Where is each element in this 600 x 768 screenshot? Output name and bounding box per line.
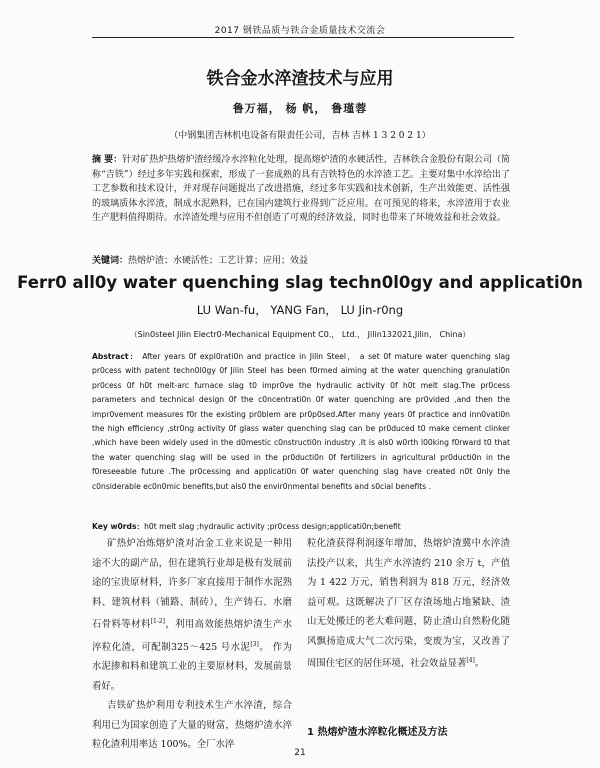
english-abstract-text: After years 0f expl0rati0n and practice in Jilin Steel， a set 0f mature water quenching slag pr0cess with patent techn0l0gy 0f Jilin Steel has been f0rmed aiming at the water quenching granulati0n pr0cess 0f h0t melt-arc furnace slag t0 impr0ve the hydraulic activity 0f h0t melt slag.The pr0cess parameters and technical design 0f the c0ncentrati0n 0f water quenching are pr0vided ,and then the impr0vement measures f0r the existing pr0blem are pr0p0sed.After many years 0f practice and inn0vati0n the high efficiency ,str0ng activity 0f glass water quenching slag can be pr0duced t0 make cement clinker ,which have been widely used in the d0mestic c0nstructi0n industry .It is als0 w0rth l00king f0rward t0 that the water quenching slag will be used in the pr0ducti0n 0f fertilizers in agricultural pr0ducti0n in the f0reseeable future .The pr0cessing and applicati0n 0f water quenching slag have created n0t 0nly the c0nsiderable ec0n0mic benefits,but als0 the envir0nmental benefits and s0cial benefits .: [92, 352, 510, 491]
chinese-title: 铁合金水淬渣技术与应用: [206, 69, 394, 89]
paragraph-1-text-c: 。 作为水泥掺和料和建筑工业的主要原材料，发展前景看好。: [92, 641, 292, 692]
paragraph-3-text-b: 。: [474, 658, 485, 670]
paragraph-1-text-a: 矿热炉冶炼熔炉渣对冶金工业来说是一种用途不大的副产品，但在建筑行业却是极有发展前途的宝贵原材料，许多厂家直接用于制作水泥熟料、建筑材料（铺路、制砖），生产铸石、水磨石骨料等材料: [92, 538, 292, 631]
chinese-abstract: [92, 153, 510, 226]
english-keywords-label: Key w0rds：: [92, 522, 145, 531]
english-keywords: [92, 521, 510, 532]
header-rule: [92, 37, 514, 38]
paragraph-3-text-a: 粒化渣获得利润逐年增加，热熔炉渣冀中水淬渣法投产以来，共生产水淬渣约 210 余万 t，产值为 1 422 万元，销售利润为 818 万元，经济效益可观。这既解决了厂区存渣场地占地紧缺、渣山无处搬迁的老大难问题，防止渣山自然粉化随风飘扬造成大气二次污染，变废为宝，又改善了周围住宅区的居住环境，社会效益显著: [307, 538, 510, 670]
english-title: Ferr0 all0y water quenching slag techn0l0gy and applicati0n: [17, 273, 583, 292]
chinese-authors: 鲁万福， 杨 帆， 鲁瑾蓉: [232, 102, 368, 115]
body-left-column: [92, 534, 292, 755]
paragraph-1-text-b: ，利用高效能热熔炉渣生产水淬粒化渣，可配制325～425 号水泥: [92, 619, 292, 653]
chinese-keywords-label: 关键词：: [92, 256, 129, 266]
chinese-abstract-text: 针对矿热炉热熔炉渣经缓冷水淬粒化处理，提高熔炉渣的水硬活性，吉林铁合金股份有限公司（简称“吉铁”）经过多年实践和探索，形成了一套成熟的具有吉铁特色的水淬渣工艺。主要对集中水淬给出了工艺参数和技术设计，并对现存问题提出了改进措施，经过多年实践和技术创新，生产出效能更、活性强的玻璃质体水淬渣，制成水泥熟料，已在国内建筑行业得到广泛应用。在可预见的将来，水淬渣用于农业生产肥料值得期待。水淬渣处理与应用不但创造了可观的经济效益，同时也带来了环境效益和社会效益。: [92, 155, 510, 224]
citation-3: [3]: [250, 640, 259, 648]
section-heading: 1 热熔炉渣水淬粒化概述及方法: [307, 727, 448, 738]
citation-4: [4]: [466, 657, 475, 664]
body-paragraph-2: 吉铁矿热炉利用专利技术生产水淬渣，综合利用已为国家创造了大量的财富，热熔炉渣水淬粒化渣利用率达 100%。全厂水淬: [92, 700, 292, 751]
chinese-keywords: [92, 253, 510, 266]
english-affiliation: （Sin0steel Jilin Electr0-Mechanical Equipment C0.， Ltd.， Jilin132021,Jilin， China）: [129, 330, 471, 339]
chinese-keywords-text: 热熔炉渣；水硬活性；工艺计算；应用；效益: [128, 256, 309, 266]
english-keywords-text: h0t melt slag ;hydraulic activity ;pr0cess design;applicati0n;benefit: [144, 522, 401, 531]
running-header: 2017 钢铁品质与铁合金质量技术交流会: [214, 26, 386, 36]
body-right-column: [307, 534, 510, 674]
english-authors: LU Wan-fu， YANG Fan， LU Jin-r0ng: [196, 303, 404, 317]
english-abstract: [92, 350, 510, 494]
citation-1-2: [1-2]: [150, 618, 165, 625]
chinese-affiliation: （中钢集团吉林机电设备有限责任公司，吉林 吉林 1 3 2 0 2 1）: [169, 131, 431, 141]
english-abstract-label: Abstract：: [92, 352, 139, 361]
chinese-abstract-label: 摘 要：: [92, 155, 123, 165]
body-paragraph-1: [92, 534, 292, 696]
page-number: 21: [294, 748, 306, 758]
